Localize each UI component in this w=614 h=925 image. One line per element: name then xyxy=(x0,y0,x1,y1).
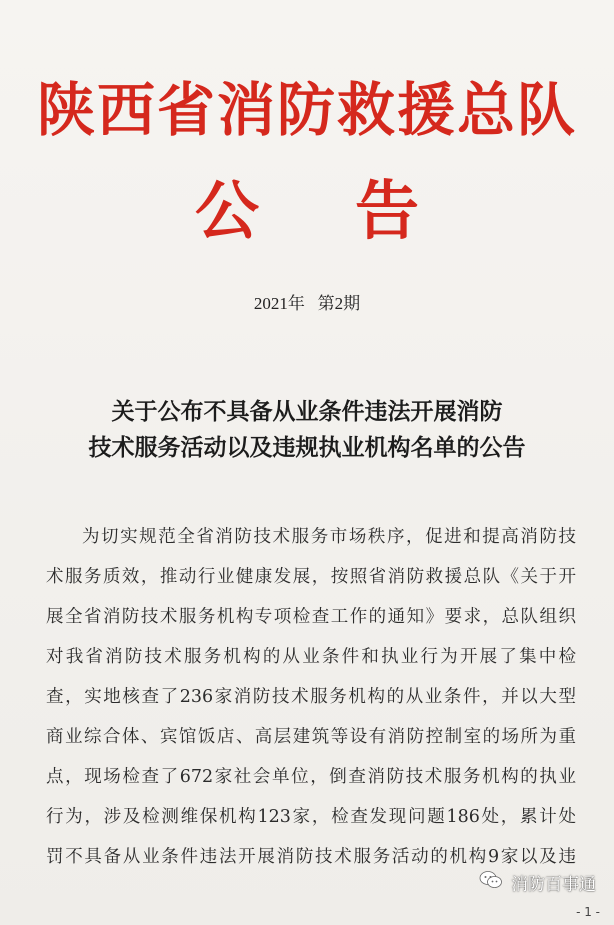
document-title xyxy=(40,394,574,466)
title-line-1: 关于公布不具备从业条件违法开展消防 xyxy=(111,399,503,425)
page-number: - 1 - xyxy=(576,905,600,919)
title-line-2: 技术服务活动以及违规执业机构名单的公告 xyxy=(88,435,526,461)
body-line: 术服务质效，推动行业健康发展，按照省消防救援总队《关于开 xyxy=(46,567,576,587)
body-line: 查，实地核查了236家消防技术服务机构的从业条件，并以大型 xyxy=(46,687,576,707)
document-body xyxy=(46,517,576,877)
watermark xyxy=(479,870,596,895)
issue-number: 2021年 第2期 xyxy=(253,294,361,313)
body-line: 展全省消防技术服务机构专项检查工作的通知》要求，总队组织 xyxy=(46,607,576,627)
doc-type-heading: 公告 xyxy=(195,174,515,249)
wechat-icon xyxy=(479,870,503,895)
body-line: 商业综合体、宾馆饭店、高层建筑等设有消防控制室的场所为重 xyxy=(46,727,576,747)
org-name-heading: 陕西省消防救援总队 xyxy=(36,76,577,144)
body-line: 罚不具备从业条件违法开展消防技术服务活动的机构9家以及违 xyxy=(46,847,576,867)
body-line: 行为，涉及检测维保机构123家，检查发现问题186处，累计处 xyxy=(46,807,576,827)
body-line: 点，现场检查了672家社会单位，倒查消防技术服务机构的执业 xyxy=(46,767,576,787)
body-line: 对我省消防技术服务机构的从业条件和执业行为开展了集中检 xyxy=(46,647,576,667)
watermark-text: 消防百事通 xyxy=(511,875,596,895)
body-line: 为切实规范全省消防技术服务市场秩序，促进和提高消防技 xyxy=(82,527,576,547)
